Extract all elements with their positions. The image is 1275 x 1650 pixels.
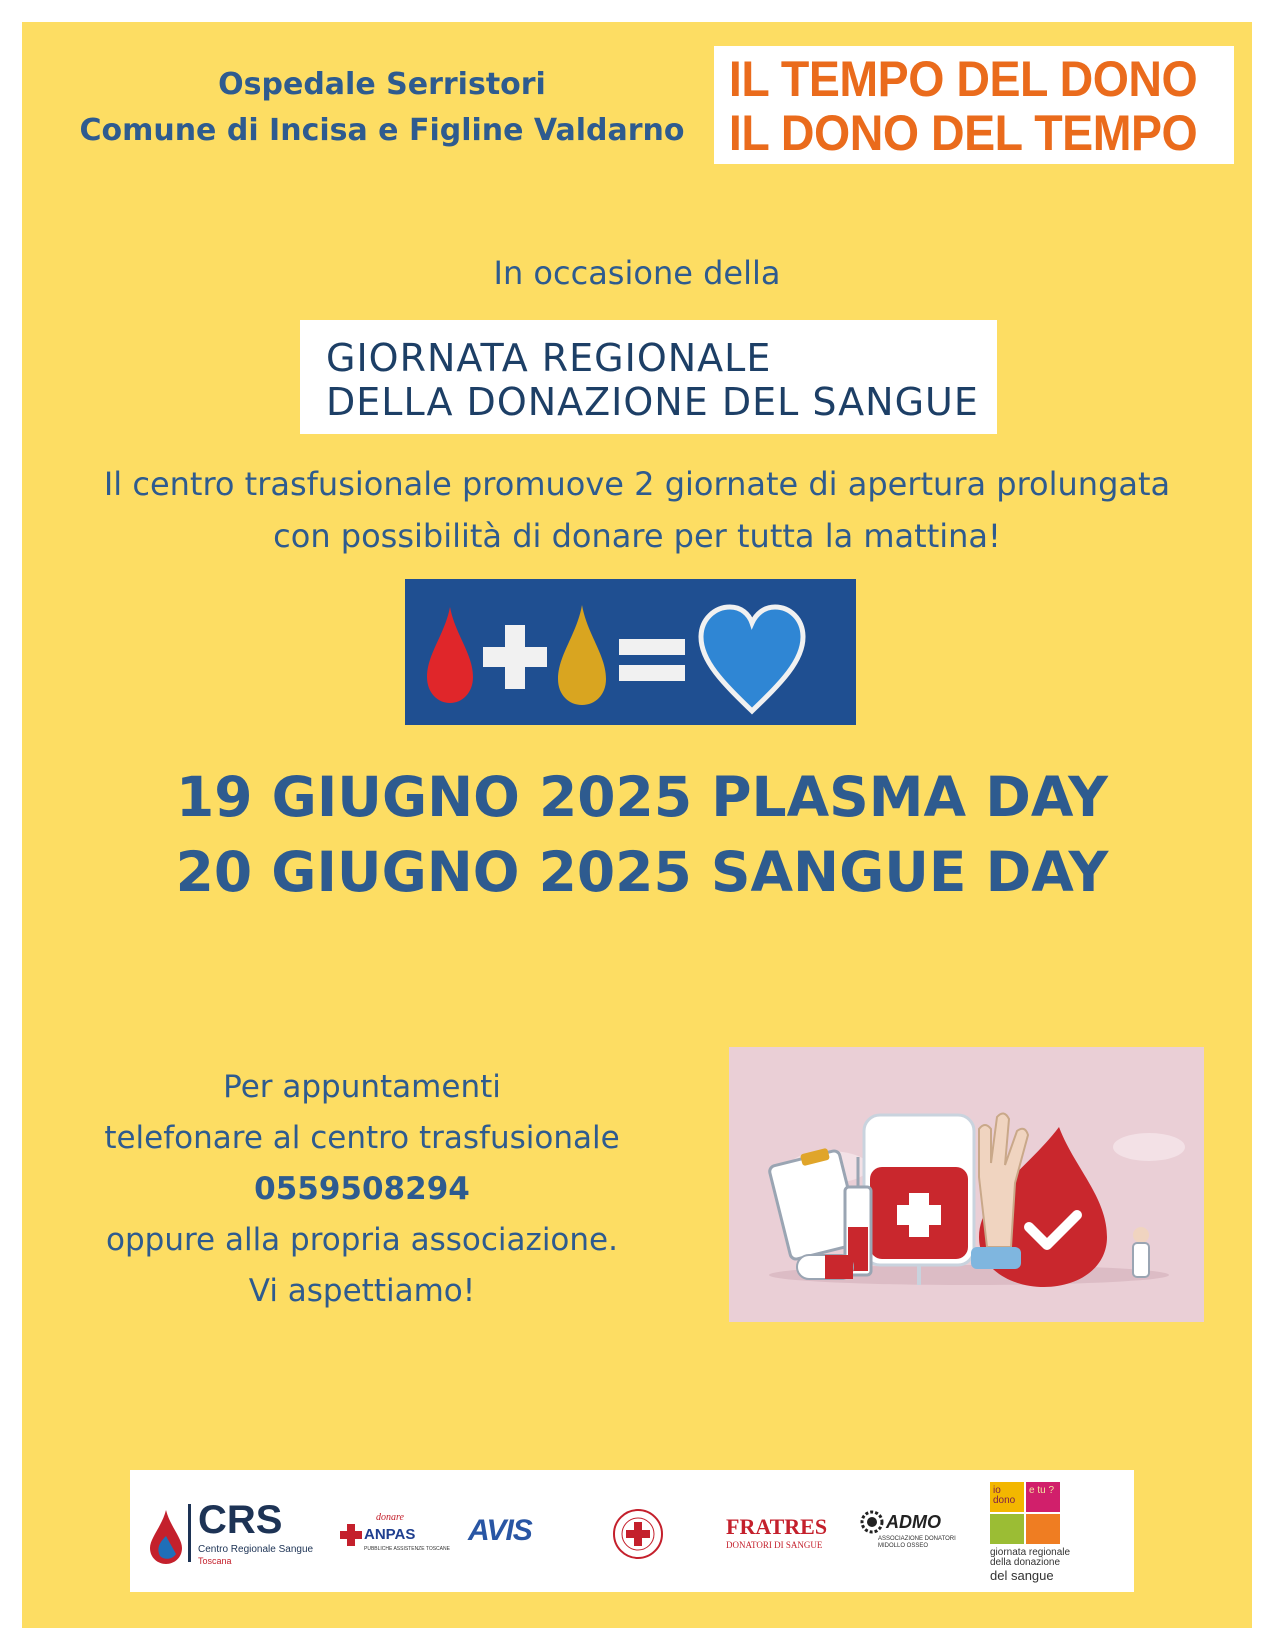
crs-drop-icon [146,1506,186,1566]
anpas-cross-icon [340,1524,362,1546]
red-cross-icon [612,1508,664,1560]
equation-svg [405,579,856,725]
event-dates [22,760,1262,910]
giornata-line-2: DELLA DONAZIONE DEL SANGUE [326,380,979,424]
e-tu-tile: e tu ? [1026,1482,1060,1512]
organizer-header [22,62,742,154]
donation-equation-image [405,579,856,725]
fratres-sub: DONATORI DI SANGUE [726,1540,823,1550]
giornata-line-1: GIORNATA REGIONALE [326,336,772,380]
fratres-logo [726,1514,836,1550]
contact-line-2: telefonare al centro trasfusionale [104,1120,620,1156]
giornata-banner [300,320,997,434]
poster [22,22,1252,1628]
anpas-logo [340,1512,450,1562]
plasma-day-date: 19 GIUGNO 2025 PLASMA DAY [175,765,1109,829]
municipality-name: Comune di Incisa e Figline Valdarno [79,113,685,148]
crs-region: Toscana [198,1556,232,1566]
slogan-line-2: IL DONO DEL TEMPO [728,105,1198,161]
giornata-regionale-logo [990,1482,1090,1588]
vial-icon [971,1247,1021,1269]
anpas-donare: donare [376,1512,404,1523]
crs-logo [146,1498,314,1570]
sponsor-logos-bar [130,1470,1134,1592]
admo-logo [860,1510,980,1560]
occasion-text: In occasione della [493,254,781,292]
blood-bag-icon [864,1115,974,1285]
promo-line-2: con possibilità di donare per tutta la mattina! [273,517,1001,555]
admo-sub: ASSOCIAZIONE DONATORI MIDOLLO OSSEO [878,1536,956,1549]
pill-icon [797,1255,853,1279]
croce-rossa-logo [612,1508,664,1560]
illustration-svg [729,1047,1204,1322]
admo-sun-icon [860,1510,884,1534]
admo-name: ADMO [886,1512,941,1532]
anpas-name: ANPAS [364,1526,416,1543]
hospital-name: Ospedale Serristori [218,67,546,102]
orange-tile [1026,1514,1060,1544]
contact-info [82,1062,642,1317]
contact-line-4: Vi aspettiamo! [248,1273,476,1309]
io-dono-tile: io dono [990,1482,1024,1512]
slogan-box [714,46,1234,164]
avis-logo: AVIS [468,1514,532,1547]
contact-line-1: Per appuntamenti [223,1069,501,1105]
doctor-icon [1133,1227,1149,1277]
crs-subtitle: Centro Regionale Sangue [198,1544,314,1555]
sangue-day-date: 20 GIUGNO 2025 SANGUE DAY [175,840,1109,904]
giornata-caption: giornata regionale della donazione del sangue [990,1547,1071,1583]
fratres-name: FRATRES [726,1514,828,1539]
blood-donation-illustration [729,1047,1204,1322]
contact-line-3: oppure alla propria associazione. [106,1222,618,1258]
green-tile [990,1514,1024,1544]
promo-line-1: Il centro trasfusionale promuove 2 giornate di apertura prolungata [103,465,1171,503]
promo-text [22,458,1252,562]
anpas-sub: PUBBLICHE ASSISTENZE TOSCANE [364,1546,450,1552]
phone-number[interactable]: 0559508294 [254,1171,470,1207]
crs-title: CRS [198,1498,283,1542]
slogan-line-1: IL TEMPO DEL DONO [728,51,1198,107]
